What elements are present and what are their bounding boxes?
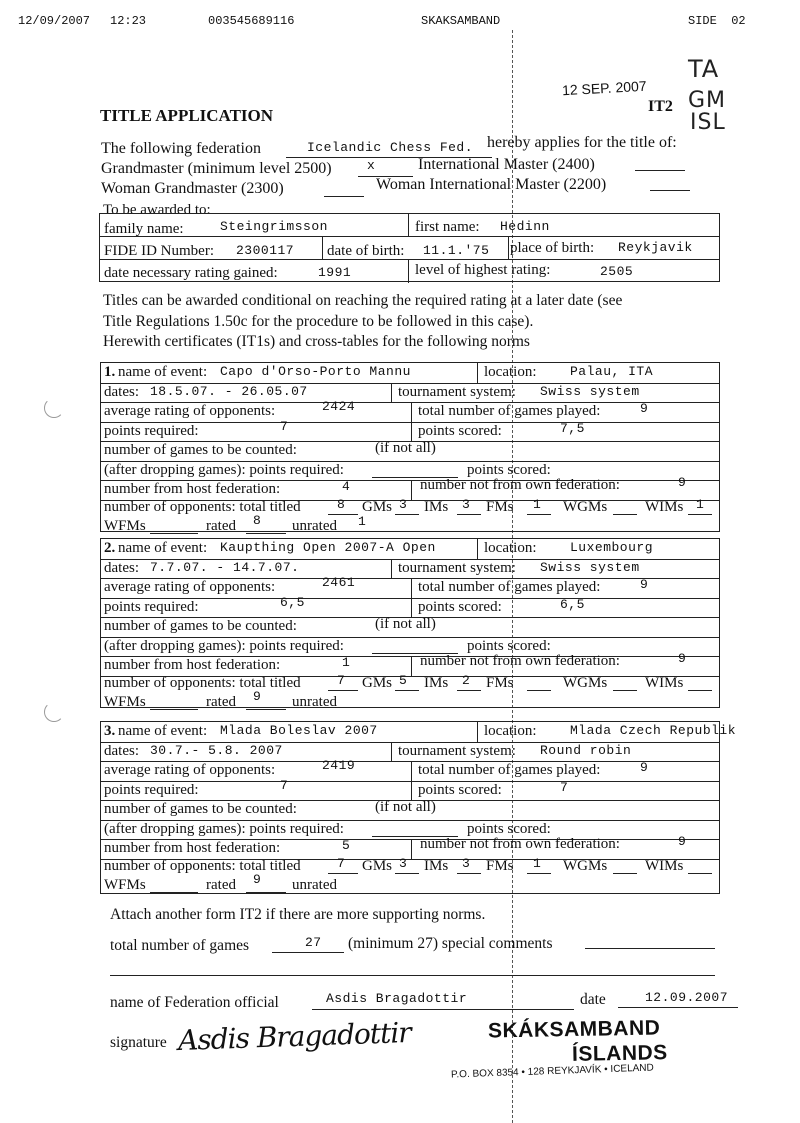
signature: Asdis Bragadottir [177,1015,412,1058]
after-drop-label: (after dropping games): points required: [104,462,344,478]
handwritten-note-2: GM [688,88,727,113]
dates-label: dates: [104,560,139,576]
event-name: Mlada Boleslav 2007 [220,723,378,738]
titled-value: 8 [337,497,346,512]
opponents-label: number of opponents: total titled [104,675,301,691]
first-name-value: Hedinn [500,219,550,234]
system-value: Swiss system [540,560,640,575]
points-scored-label: points scored: [418,599,502,615]
fide-id-value: 2300117 [236,243,295,258]
attach-note: Attach another form IT2 if there are more supporting norms. [110,906,486,923]
fms-label: FMs [486,499,514,515]
fms-value: 1 [533,856,542,871]
if-not-all-label: (if not all) [375,616,436,632]
event-name: Kaupthing Open 2007-A Open [220,540,436,555]
location-label: location: [484,723,537,739]
avg-rating-value: 2419 [322,758,356,773]
not-own-federation-label: number not from own federation: [420,836,620,852]
not-own-federation-value: 9 [678,475,687,490]
fax-page: SIDE 02 [688,14,746,28]
points-scored-label: points scored: [418,423,502,439]
ims-label: IMs [424,499,449,515]
wims-label: WIMs [645,675,684,691]
unrated-label: unrated [292,694,337,710]
if-not-all-label: (if not all) [375,799,436,815]
location-value: Mlada Czech Republik [570,723,737,738]
titled-value: 7 [337,673,346,688]
total-games-label: total number of games played: [418,403,601,419]
norm-number: 3. [104,723,116,739]
handwritten-note-3: ISL [690,110,726,135]
wims-label: WIMs [645,858,684,874]
if-not-all-label: (if not all) [375,440,436,456]
gms-value: 5 [399,673,408,688]
titled-value: 7 [337,856,346,871]
system-label: tournament system: [398,560,516,576]
wgms-label: WGMs [563,499,608,515]
host-federation-label: number from host federation: [104,481,281,497]
system-value: Swiss system [540,384,640,399]
after-drop-label: (after dropping games): points required: [104,821,344,837]
location-value: Palau, ITA [570,364,654,379]
date-value: 12.09.2007 [645,990,729,1005]
avg-rating-value: 2424 [322,399,356,414]
wgms-label: WGMs [563,858,608,874]
note-line-2: Title Regulations 1.50c for the procedure to be followed in this case). [103,313,534,330]
total-games-label: total number of games played: [418,762,601,778]
dates-value: 18.5.07. - 26.05.07 [150,384,308,399]
event-label: name of event: [118,540,208,556]
points-required-value: 6,5 [280,595,305,610]
points-scored2-label: points scored: [467,821,551,837]
date-label: date [580,991,606,1008]
total-games-value: 9 [640,401,649,416]
not-own-federation-value: 9 [678,651,687,666]
official-name: Asdis Bragadottir [326,991,468,1006]
gms-value: 3 [399,856,408,871]
norm-number: 1. [104,364,116,380]
federation-stamp-line1: SKÁKSAMBAND [487,1016,661,1043]
not-own-federation-label: number not from own federation: [420,653,620,669]
host-federation-label: number from host federation: [104,840,281,856]
host-federation-value: 4 [342,479,351,494]
wims-value: 1 [696,497,705,512]
wgm-option: Woman Grandmaster (2300) [101,180,284,197]
gm-option: Grandmaster (minimum level 2500) [101,160,332,177]
federation-stamp-line2: ÍSLANDS [571,1041,668,1066]
pob-value: Reykjavik [618,240,693,255]
opponents-label: number of opponents: total titled [104,858,301,874]
rated-value: 8 [253,513,262,528]
fms-label: FMs [486,675,514,691]
ims-value: 3 [462,856,471,871]
avg-rating-label: average rating of opponents: [104,403,276,419]
system-label: tournament system: [398,384,516,400]
points-scored-value: 7,5 [560,421,585,436]
intro-post: hereby applies for the title of: [487,134,677,151]
first-name-label: first name: [415,219,480,235]
ims-value: 3 [462,497,471,512]
opponents-label: number of opponents: total titled [104,499,301,515]
event-label: name of event: [118,364,208,380]
location-label: location: [484,364,537,380]
total-games-label: total number of games played: [418,579,601,595]
form-code: IT2 [648,98,673,115]
rated-label: rated [206,877,236,893]
rated-value: 9 [253,872,262,887]
punch-hole [44,702,64,722]
ims-label: IMs [424,675,449,691]
total-games-value: 9 [640,760,649,775]
awarded-label: To be awarded to: [103,202,211,218]
event-label: name of event: [118,723,208,739]
highest-rating-label: level of highest rating: [415,262,551,278]
dates-label: dates: [104,384,139,400]
intro-pre: The following federation [101,140,261,157]
rating-date-value: 1991 [318,265,352,280]
location-value: Luxembourg [570,540,654,555]
rated-label: rated [206,694,236,710]
fax-sender: SKAKSAMBAND [421,14,501,28]
fax-number: 003545689116 [208,14,295,28]
fide-id-label: FIDE ID Number: [104,243,214,259]
dob-value: 11.1.'75 [423,243,490,258]
games-counted-label: number of games to be counted: [104,801,297,817]
games-counted-label: number of games to be counted: [104,442,297,458]
punch-hole [44,398,64,418]
points-scored2-label: points scored: [467,462,551,478]
wims-label: WIMs [645,499,684,515]
gms-label: GMs [362,675,393,691]
points-required-value: 7 [280,778,289,793]
note-line-3: Herewith certificates (IT1s) and cross-tables for the following norms [103,333,530,350]
dob-label: date of birth: [327,243,405,259]
im-option: International Master (2400) [418,156,595,173]
gms-value: 3 [399,497,408,512]
points-scored2-label: points scored: [467,638,551,654]
points-scored-label: points scored: [418,782,502,798]
points-required-value: 7 [280,419,289,434]
wfms-label: WFMs [104,694,146,710]
wgms-label: WGMs [563,675,608,691]
total-games-label: total number of games [110,937,250,954]
pob-label: place of birth: [510,240,595,256]
family-name-value: Steingrimsson [220,219,328,234]
points-scored-value: 7 [560,780,569,795]
points-scored-value: 6,5 [560,597,585,612]
official-label: name of Federation official [110,994,279,1011]
received-stamp: 12 SEP. 2007 [561,77,647,99]
total-games-value: 27 [305,935,322,950]
avg-rating-value: 2461 [322,575,356,590]
wfms-label: WFMs [104,877,146,893]
ims-label: IMs [424,858,449,874]
fax-date: 12/09/2007 [18,14,91,28]
rated-label: rated [206,518,236,534]
wim-option: Woman International Master (2200) [376,176,607,193]
unrated-label: unrated [292,518,337,534]
not-own-federation-value: 9 [678,834,687,849]
host-federation-value: 1 [342,655,351,670]
system-label: tournament system: [398,743,516,759]
not-own-federation-label: number not from own federation: [420,477,620,493]
location-label: location: [484,540,537,556]
host-federation-label: number from host federation: [104,657,281,673]
rated-value: 9 [253,689,262,704]
points-required-label: points required: [104,423,199,439]
gm-mark: x [367,158,376,173]
event-name: Capo d'Orso-Porto Mannu [220,364,411,379]
rating-date-label: date necessary rating gained: [104,265,278,281]
unrated-label: unrated [292,877,337,893]
system-value: Round robin [540,743,632,758]
total-games-value: 9 [640,577,649,592]
games-counted-label: number of games to be counted: [104,618,297,634]
dates-label: dates: [104,743,139,759]
federation-stamp-address: P.O. BOX 8354 • 128 REYKJAVÍK • ICELAND [450,1062,654,1081]
total-games-min: (minimum 27) special comments [348,935,553,952]
dates-value: 30.7.- 5.8. 2007 [150,743,283,758]
fax-time: 12:23 [110,14,147,28]
norm-number: 2. [104,540,116,556]
fms-value: 1 [533,497,542,512]
points-required-label: points required: [104,782,199,798]
gms-label: GMs [362,858,393,874]
unrated-value: 1 [358,514,367,529]
wfms-label: WFMs [104,518,146,534]
handwritten-note-1: TA [688,55,720,83]
family-name-label: family name: [104,221,184,237]
avg-rating-label: average rating of opponents: [104,579,276,595]
after-drop-label: (after dropping games): points required: [104,638,344,654]
dates-value: 7.7.07. - 14.7.07. [150,560,300,575]
avg-rating-label: average rating of opponents: [104,762,276,778]
highest-rating-value: 2505 [600,264,634,279]
gms-label: GMs [362,499,393,515]
note-line-1: Titles can be awarded conditional on reaching the required rating at a later date (see [103,292,623,309]
host-federation-value: 5 [342,838,351,853]
ims-value: 2 [462,673,471,688]
page-title: TITLE APPLICATION [100,106,274,125]
signature-label: signature [110,1034,167,1051]
fms-label: FMs [486,858,514,874]
points-required-label: points required: [104,599,199,615]
federation-name: Icelandic Chess Fed. [307,140,474,155]
